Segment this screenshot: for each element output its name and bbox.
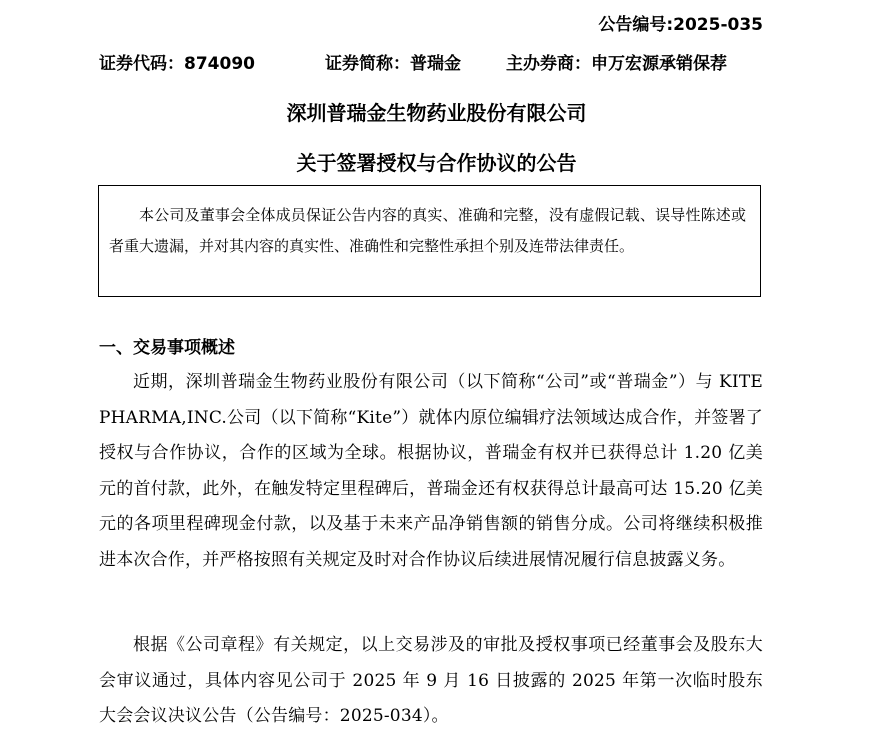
section-heading-transaction-overview: 一、交易事项概述 (99, 338, 235, 358)
security-code: 证券代码：874090 (99, 54, 255, 74)
lead-broker: 主办券商：申万宏源承销保荐 (506, 54, 727, 74)
body-paragraph: 根据《公司章程》有关规定，以上交易涉及的审批及授权事项已经董事会及股东大会审议通过，具体内容见公司于 2025 年 9 月 16 日披露的 2025 年第一次临时股东大会会议决议公告（公告编号：2025-034）。 (99, 635, 763, 726)
company-name: 深圳普瑞金生物药业股份有限公司 (286, 101, 587, 125)
announcement-number: 公告编号:2025-035 (598, 15, 763, 35)
body-paragraph: 近期，深圳普瑞金生物药业股份有限公司（以下简称“公司”或“普瑞金”）与 KITE PHARMA,INC.公司（以下简称“Kite”）就体内原位编辑疗法领域达成合作，并签署了授权与合作协议，合作的区域为全球。根据协议，普瑞金有权并已获得总计 1.20 亿美元的首付款，此外，在触发特定里程碑后，普瑞金还有权获得总计最高可达 15.20 亿美元的各项里程碑现金付款，以及基于未来产品净销售额的销售分成。公司将继续积极推进本次合作，并严格按照有关规定及时对合作协议后续进展情况履行信息披露义务。 (99, 372, 763, 570)
board-guarantee-notice: 本公司及董事会全体成员保证公告内容的真实、准确和完整，没有虚假记载、误导性陈述或者重大遗漏，并对其内容的真实性、准确性和完整性承担个别及连带法律责任。 (98, 185, 761, 297)
security-abbreviation: 证券简称：普瑞金 (325, 54, 461, 74)
document-title: 关于签署授权与合作协议的公告 (296, 151, 577, 175)
